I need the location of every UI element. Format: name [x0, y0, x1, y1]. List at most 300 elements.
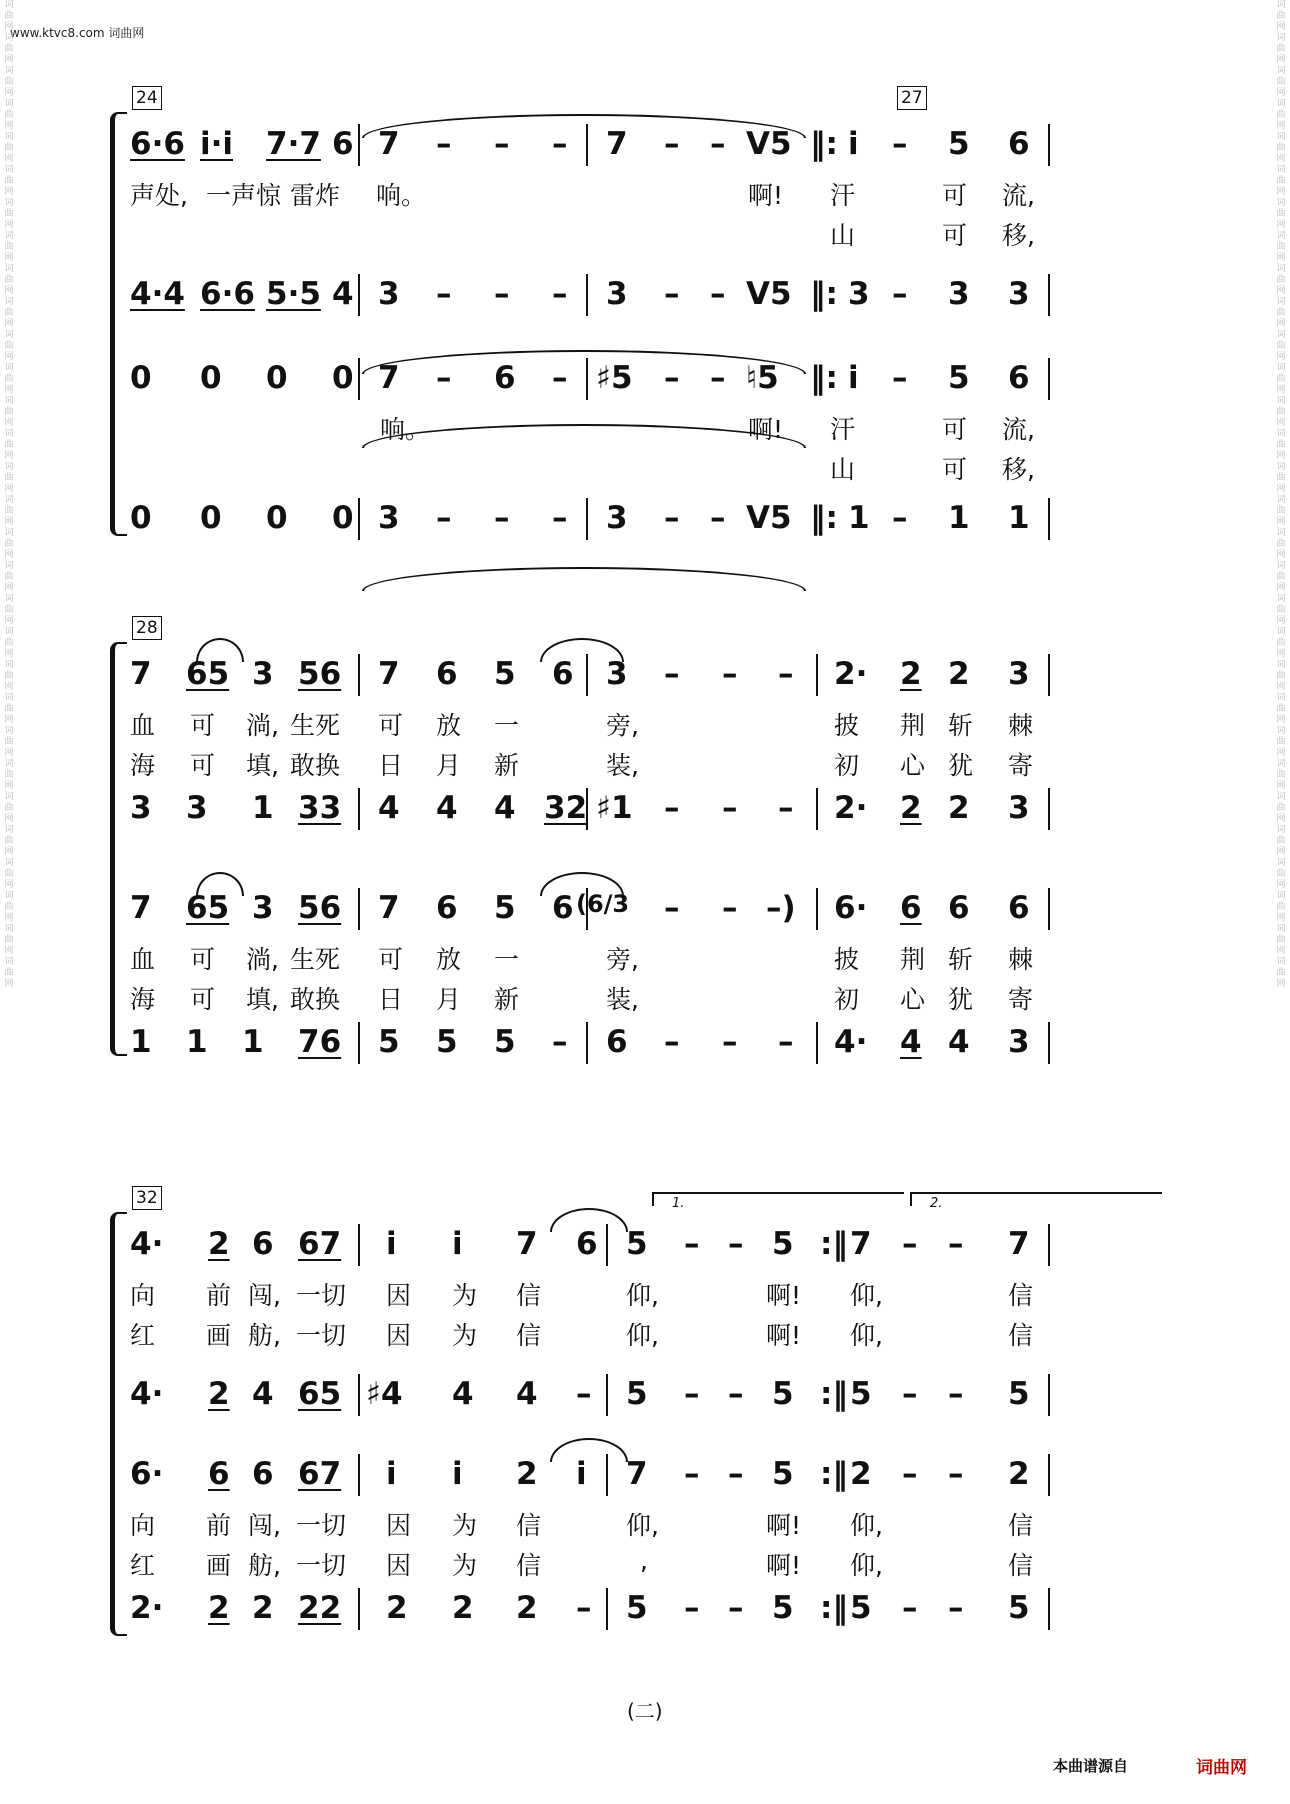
note: 4: [494, 790, 516, 826]
note: 2: [900, 790, 922, 826]
note: –: [684, 1376, 700, 1412]
note: 3: [252, 656, 274, 692]
note: 2·: [130, 1590, 164, 1626]
lyric: 旁,: [606, 945, 639, 974]
note: 5: [772, 1590, 794, 1626]
note: i: [848, 126, 859, 162]
lyric: 山: [830, 455, 856, 484]
lyric-line: [130, 410, 1180, 442]
note: –: [552, 500, 568, 536]
note: 5: [772, 1456, 794, 1492]
lyric: 信: [1008, 1551, 1034, 1580]
note: 5: [626, 1590, 648, 1626]
score-system-2: [110, 610, 1185, 1070]
note: 3: [606, 276, 628, 312]
repeat-start: ‖:: [810, 126, 838, 162]
note: 3: [252, 890, 274, 926]
note: 1: [130, 1024, 152, 1060]
lyric: 仰,: [626, 1511, 659, 1540]
staff-row: [130, 496, 1180, 540]
lyric: 斩: [948, 945, 974, 974]
lyric: 可: [190, 751, 216, 780]
note: 2: [516, 1590, 538, 1626]
lyric: 可: [190, 711, 216, 740]
barline: [358, 358, 360, 400]
note: 2: [850, 1456, 872, 1492]
lyric: 血: [130, 711, 156, 740]
barline: [586, 358, 588, 400]
note: 7: [378, 656, 400, 692]
lyric: 可: [942, 221, 968, 250]
note: 5: [626, 1226, 648, 1262]
barline: [358, 788, 360, 830]
lyric: 海: [130, 985, 156, 1014]
lyric: 荆: [900, 945, 926, 974]
lyric: 血: [130, 945, 156, 974]
lyric: 信: [516, 1511, 542, 1540]
note: V5: [746, 276, 792, 312]
note: 1: [252, 790, 274, 826]
lyric-line: [130, 450, 1180, 482]
barline: [606, 1374, 608, 1416]
lyric: 前: [206, 1281, 232, 1310]
lyric: 初: [834, 985, 860, 1014]
note: 1: [186, 1024, 208, 1060]
lyric: 闯,: [248, 1281, 281, 1310]
lyric: 一切: [296, 1281, 347, 1310]
lyric: 敢换: [290, 751, 341, 780]
note: 4: [452, 1376, 474, 1412]
barline: [586, 498, 588, 540]
note: –: [710, 126, 726, 162]
barline: [358, 274, 360, 316]
lyric: ,: [640, 1546, 648, 1575]
lyric: 前: [206, 1511, 232, 1540]
note: –: [710, 276, 726, 312]
note: 5: [850, 1376, 872, 1412]
note: –: [902, 1376, 918, 1412]
barline: [606, 1224, 608, 1266]
note: 6·: [834, 890, 868, 926]
note: 4: [948, 1024, 970, 1060]
lyric: 披: [834, 711, 860, 740]
note: –: [436, 360, 452, 396]
note: 6: [252, 1226, 274, 1262]
repeat-end: :‖: [820, 1590, 848, 1626]
note: –: [552, 1024, 568, 1060]
note: 6: [252, 1456, 274, 1492]
right-watermark-strip: 词曲网词曲网词曲网词曲网词曲网词曲网词曲网词曲网词曲网词曲网词曲网词曲网词曲网词曲网词曲网词曲网词曲网词曲网词曲网词曲网词曲网词曲网词曲网词曲网词曲网词曲网词曲网词曲网词曲网词曲网: [1276, 0, 1286, 989]
second-ending-bracket: [910, 1192, 1162, 1211]
barline: [358, 1374, 360, 1416]
barline: [586, 788, 588, 830]
staff-row: [130, 1222, 1180, 1266]
lyric: 为: [452, 1551, 478, 1580]
lyric: 啊!: [766, 1321, 802, 1350]
lyric: 信: [1008, 1281, 1034, 1310]
lyric-line: [130, 1546, 1180, 1578]
note: 6: [948, 890, 970, 926]
note: 67: [298, 1226, 342, 1262]
lyric: 可: [190, 985, 216, 1014]
barline: [358, 498, 360, 540]
score-system-3: [110, 1180, 1185, 1660]
lyric: 红: [130, 1551, 156, 1580]
note: –: [494, 500, 510, 536]
barline: [1048, 1224, 1050, 1266]
lyric: 向: [130, 1511, 156, 1540]
note: 6: [900, 890, 922, 926]
lyric: 山: [830, 221, 856, 250]
site-header[interactable]: www.ktvc8.com 词曲网: [10, 26, 145, 40]
barline: [1048, 888, 1050, 930]
note: –: [892, 360, 908, 396]
lyric: 舫,: [248, 1551, 281, 1580]
barline: [586, 274, 588, 316]
note: 7: [516, 1226, 538, 1262]
site-logo[interactable]: 词曲网: [1196, 1758, 1247, 1778]
lyric: 仰,: [626, 1321, 659, 1350]
system-bracket: [110, 112, 127, 536]
barline: [586, 654, 588, 696]
note: 1: [1008, 500, 1030, 536]
repeat-start: ‖:: [810, 500, 838, 536]
barline: [1048, 124, 1050, 166]
note: 0: [130, 360, 152, 396]
lyric: 因: [386, 1321, 412, 1350]
note: –: [576, 1376, 592, 1412]
note: –: [728, 1376, 744, 1412]
barline: [816, 654, 818, 696]
lyric: 红: [130, 1321, 156, 1350]
lyric-line: [130, 1506, 1180, 1538]
note: –: [664, 360, 680, 396]
note: 6·: [130, 1456, 164, 1492]
note: i: [452, 1456, 463, 1492]
lyric: 装,: [606, 751, 639, 780]
lyric: 荆: [900, 711, 926, 740]
barline: [358, 1224, 360, 1266]
note: –: [664, 276, 680, 312]
note: 3: [606, 500, 628, 536]
note: –: [728, 1590, 744, 1626]
barline: [1048, 788, 1050, 830]
note: –: [722, 790, 738, 826]
note: 3: [948, 276, 970, 312]
lyric: 移,: [1002, 221, 1035, 250]
note: 7: [626, 1456, 648, 1492]
lyric: 心: [900, 751, 926, 780]
barline: [358, 1588, 360, 1630]
note: 2: [208, 1226, 230, 1262]
note: 5: [494, 1024, 516, 1060]
repeat-start: ‖:: [810, 360, 838, 396]
lyric: 啊!: [748, 415, 784, 444]
lyric: 披: [834, 945, 860, 974]
note: 0: [332, 360, 354, 396]
note: 7: [606, 126, 628, 162]
lyric: 汗: [830, 181, 856, 210]
lyric: 仰,: [850, 1281, 883, 1310]
note: 67: [298, 1456, 342, 1492]
note: 2: [1008, 1456, 1030, 1492]
lyric-line: [130, 706, 1180, 738]
note: ♯4: [366, 1376, 403, 1412]
lyric: 棘: [1008, 945, 1034, 974]
lyric: 一: [494, 711, 520, 740]
note: 65: [298, 1376, 342, 1412]
staff-row: [130, 1372, 1180, 1416]
barline: [1048, 654, 1050, 696]
note: ♯1: [596, 790, 633, 826]
note: 4: [332, 276, 354, 312]
first-ending-bracket: [652, 1192, 904, 1211]
note: –: [778, 1024, 794, 1060]
note: 4: [378, 790, 400, 826]
score-system-1: [110, 80, 1185, 540]
lyric: 啊!: [748, 181, 784, 210]
lyric-line: [130, 980, 1180, 1012]
lyric: 流,: [1002, 415, 1035, 444]
note: 76: [298, 1024, 342, 1060]
note: 5: [948, 126, 970, 162]
note: 2: [208, 1590, 230, 1626]
lyric: 舫,: [248, 1321, 281, 1350]
note: 4: [516, 1376, 538, 1412]
note: –: [722, 1024, 738, 1060]
lyric: 淌,: [246, 711, 279, 740]
note: 65: [186, 890, 230, 926]
note: 2: [208, 1376, 230, 1412]
note: –: [778, 656, 794, 692]
staff-row: [130, 786, 1180, 830]
lyric: 棘: [1008, 711, 1034, 740]
note: –): [766, 890, 796, 926]
barline: [606, 1454, 608, 1496]
note: i·i: [200, 126, 234, 162]
note: –: [684, 1590, 700, 1626]
lyric: 一声惊: [206, 181, 282, 210]
note: –: [722, 656, 738, 692]
note: –: [902, 1456, 918, 1492]
lyric: 一切: [296, 1511, 347, 1540]
note: 2: [252, 1590, 274, 1626]
note: 6·6: [200, 276, 255, 312]
lyric: 啊!: [766, 1551, 802, 1580]
lyric: 信: [1008, 1321, 1034, 1350]
note: (6/3: [576, 890, 630, 918]
lyric: 仰,: [626, 1281, 659, 1310]
lyric: 因: [386, 1511, 412, 1540]
note: 6: [208, 1456, 230, 1492]
note: V5: [746, 500, 792, 536]
lyric: 日: [378, 751, 404, 780]
staff-row: [130, 1452, 1180, 1496]
lyric: 装,: [606, 985, 639, 1014]
note: –: [552, 276, 568, 312]
lyric: 敢换: [290, 985, 341, 1014]
note: 5: [948, 360, 970, 396]
note: –: [728, 1456, 744, 1492]
note: –: [948, 1590, 964, 1626]
note: 6: [436, 890, 458, 926]
note: 2: [386, 1590, 408, 1626]
note: i: [386, 1226, 397, 1262]
note: 3: [848, 276, 870, 312]
note: 7: [378, 360, 400, 396]
note: 6: [552, 656, 574, 692]
lyric: 画: [206, 1321, 232, 1350]
note: i: [386, 1456, 397, 1492]
note: 5: [378, 1024, 400, 1060]
note: –: [902, 1226, 918, 1262]
note: 4: [900, 1024, 922, 1060]
system-bracket: [110, 1212, 127, 1636]
note: 56: [298, 890, 342, 926]
note: –: [948, 1226, 964, 1262]
note: –: [576, 1590, 592, 1626]
lyric: 信: [516, 1321, 542, 1350]
note: 6: [494, 360, 516, 396]
note: –: [436, 126, 452, 162]
note: –: [710, 500, 726, 536]
barline: [816, 1022, 818, 1064]
barline: [816, 788, 818, 830]
note: –: [684, 1226, 700, 1262]
lyric: 因: [386, 1281, 412, 1310]
note: 1: [848, 500, 870, 536]
lyric: 生死: [290, 711, 341, 740]
note: 7: [378, 126, 400, 162]
repeat-end: :‖: [820, 1226, 848, 1262]
note: –: [778, 790, 794, 826]
lyric: 汗: [830, 415, 856, 444]
note: 7: [850, 1226, 872, 1262]
note: 3: [378, 276, 400, 312]
lyric: 海: [130, 751, 156, 780]
note: 32: [544, 790, 588, 826]
note: 5: [626, 1376, 648, 1412]
note: 4: [436, 790, 458, 826]
note: –: [710, 360, 726, 396]
lyric: 可: [942, 181, 968, 210]
lyric: 月: [436, 751, 462, 780]
barline: [1048, 1454, 1050, 1496]
barline: [586, 124, 588, 166]
lyric: 向: [130, 1281, 156, 1310]
note: 7: [378, 890, 400, 926]
note: –: [664, 126, 680, 162]
note: 2·: [834, 790, 868, 826]
staff-row: [130, 122, 1180, 166]
note: 0: [130, 500, 152, 536]
note: –: [892, 276, 908, 312]
note: –: [436, 276, 452, 312]
barline: [816, 888, 818, 930]
note: 1: [242, 1024, 264, 1060]
lyric: 可: [378, 945, 404, 974]
note: i: [576, 1456, 587, 1492]
page-number: (二): [627, 1699, 663, 1723]
lyric: 淌,: [246, 945, 279, 974]
note: 3: [1008, 1024, 1030, 1060]
note: –: [948, 1456, 964, 1492]
note: 3: [378, 500, 400, 536]
note: 33: [298, 790, 342, 826]
barline: [586, 1022, 588, 1064]
lyric: 闯,: [248, 1511, 281, 1540]
lyric-line: [130, 176, 1180, 208]
lyric: 犹: [948, 985, 974, 1014]
lyric: 为: [452, 1321, 478, 1350]
note: –: [664, 656, 680, 692]
note: 2·: [834, 656, 868, 692]
barline: [1048, 498, 1050, 540]
lyric: 画: [206, 1551, 232, 1580]
barline: [1048, 1588, 1050, 1630]
note: 7: [130, 656, 152, 692]
note: 3: [130, 790, 152, 826]
lyric: 信: [1008, 1511, 1034, 1540]
lyric-line: [130, 940, 1180, 972]
note: 0: [200, 360, 222, 396]
note: –: [664, 890, 680, 926]
note: 4·: [130, 1226, 164, 1262]
lyric: 信: [516, 1281, 542, 1310]
note: –: [892, 126, 908, 162]
lyric: 填,: [246, 985, 279, 1014]
note: 1: [948, 500, 970, 536]
note: 65: [186, 656, 230, 692]
note: 2: [900, 656, 922, 692]
barline: [358, 124, 360, 166]
note: 2: [948, 656, 970, 692]
lyric: 寄: [1008, 751, 1034, 780]
lyric: 雷炸: [290, 181, 341, 210]
note: 5: [772, 1376, 794, 1412]
volta-label: 1.: [672, 1196, 685, 1211]
note: 2: [452, 1590, 474, 1626]
lyric: 放: [436, 711, 462, 740]
note: 2: [516, 1456, 538, 1492]
lyric: 响。: [380, 415, 431, 444]
note: –: [728, 1226, 744, 1262]
note: –: [494, 276, 510, 312]
staff-row: [130, 886, 1180, 930]
note: 7: [1008, 1226, 1030, 1262]
note: 56: [298, 656, 342, 692]
note: –: [684, 1456, 700, 1492]
lyric: 响。: [376, 181, 427, 210]
note: 3: [186, 790, 208, 826]
note: 4·4: [130, 276, 185, 312]
note: i: [452, 1226, 463, 1262]
staff-row: [130, 1586, 1180, 1630]
note: –: [664, 500, 680, 536]
lyric: 可: [942, 415, 968, 444]
note: 7·7: [266, 126, 321, 162]
note: 6: [606, 1024, 628, 1060]
note: i: [848, 360, 859, 396]
note: –: [664, 790, 680, 826]
note: –: [902, 1590, 918, 1626]
staff-row: [130, 272, 1180, 316]
staff-row: [130, 652, 1180, 696]
lyric: 生死: [290, 945, 341, 974]
lyric-line: [130, 746, 1180, 778]
lyric: 为: [452, 1511, 478, 1540]
lyric: 可: [378, 711, 404, 740]
